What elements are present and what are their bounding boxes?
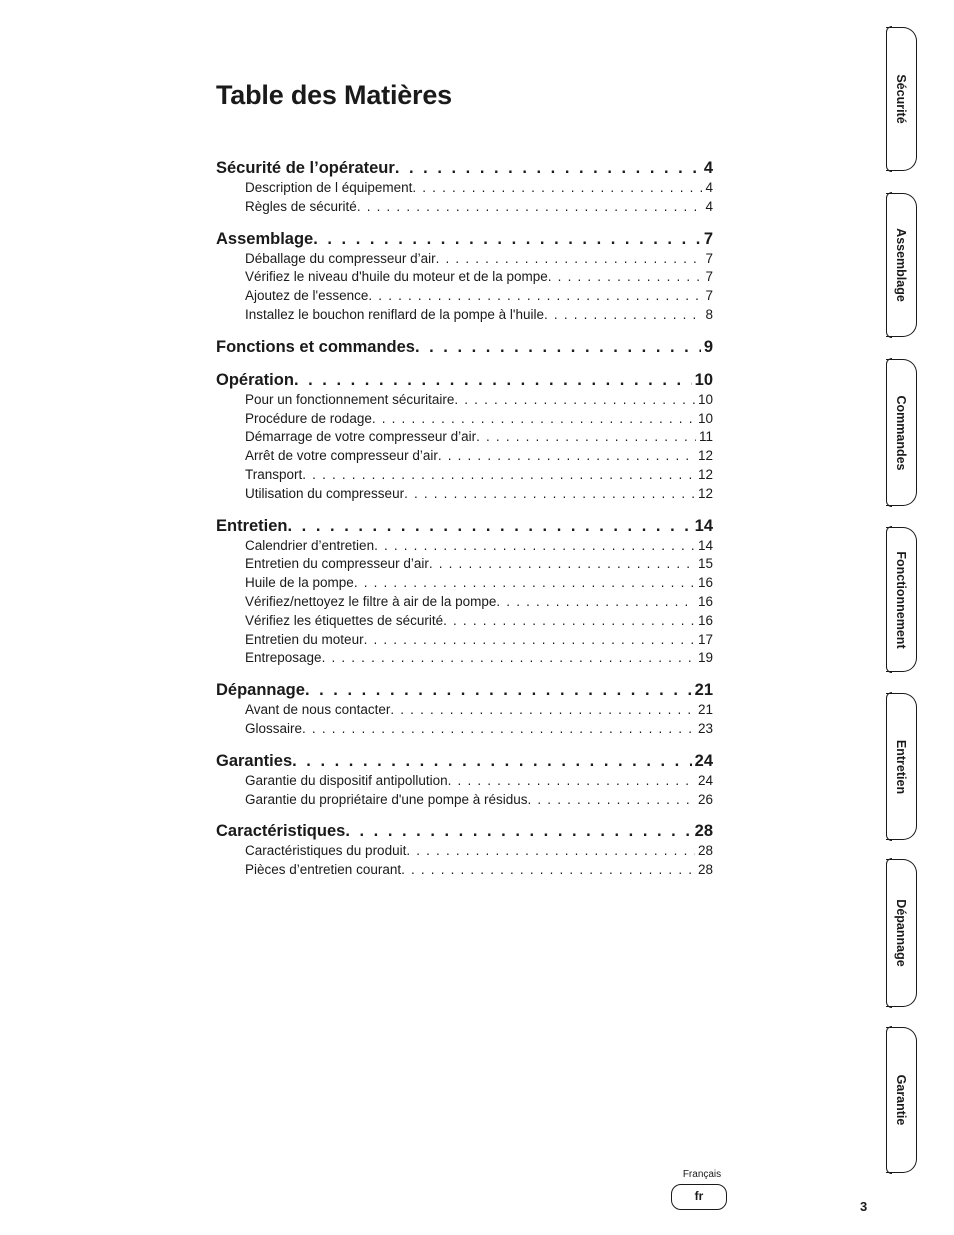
section-tab-label: Assemblage <box>894 228 908 302</box>
toc-entry[interactable] <box>216 466 713 485</box>
toc-section-title: Opération <box>216 370 294 389</box>
section-tab[interactable] <box>886 27 917 171</box>
toc-leader-dots <box>364 631 695 650</box>
toc-entry-label: Arrêt de votre compresseur d’air <box>245 448 438 464</box>
toc-entry-page: 11 <box>698 429 713 445</box>
toc-entry[interactable] <box>216 631 713 650</box>
language-label: Français <box>682 1169 722 1180</box>
toc-section-page: 4 <box>703 159 713 177</box>
toc-section <box>216 679 713 739</box>
toc-entry-page: 8 <box>705 306 713 322</box>
toc-entry-page: 16 <box>697 612 713 628</box>
toc-section-title: Caractéristiques <box>216 822 346 841</box>
toc-leader-dots <box>390 701 695 720</box>
toc-entry-label: Avant de nous contacter <box>245 702 391 718</box>
toc-entry-page: 28 <box>697 843 713 859</box>
toc-entry[interactable] <box>216 649 713 668</box>
toc-entry-page: 15 <box>697 556 713 572</box>
toc-section-heading[interactable] <box>216 157 713 179</box>
toc-entry-label: Démarrage de votre compresseur d’air <box>245 429 477 445</box>
toc-leader-dots <box>313 228 701 250</box>
toc-section-heading[interactable] <box>216 228 713 250</box>
toc-section-heading[interactable] <box>216 820 713 842</box>
toc-entry-page: 21 <box>697 702 713 718</box>
toc-section <box>216 750 713 810</box>
toc-entry-label: Huile de la pompe <box>245 575 354 591</box>
toc-entry-page: 17 <box>697 631 713 647</box>
toc-entry-page: 16 <box>697 575 713 591</box>
toc-entry[interactable] <box>216 555 713 574</box>
toc-entry-label: Glossaire <box>245 720 303 736</box>
toc-section-title: Dépannage <box>216 681 305 700</box>
toc-entry-label: Garantie du dispositif antipollution <box>245 772 448 788</box>
section-tab[interactable] <box>886 693 917 840</box>
page-number: 3 <box>860 1199 868 1214</box>
toc-entry-label: Vérifiez les étiquettes de sécurité <box>245 612 444 628</box>
toc-entry[interactable] <box>216 772 713 791</box>
toc-leader-dots <box>372 410 695 429</box>
toc-leader-dots <box>404 485 695 504</box>
toc-section-page: 7 <box>703 229 713 248</box>
toc-entry-label: Garantie du propriétaire d'une pompe à résidus <box>245 791 528 807</box>
toc-entry-page: 26 <box>697 791 713 807</box>
toc-leader-dots <box>496 593 695 612</box>
toc-entry-label: Ajoutez de l'essence <box>245 288 369 304</box>
section-tab[interactable] <box>886 1027 917 1173</box>
toc-leader-dots <box>305 679 692 701</box>
toc-leader-dots <box>395 157 701 179</box>
toc-leader-dots <box>322 649 695 668</box>
toc-entry-page: 4 <box>705 180 713 195</box>
toc-entry[interactable] <box>216 198 713 217</box>
toc-leader-dots <box>368 287 702 306</box>
section-tab-label: Entretien <box>894 739 908 794</box>
toc-entry[interactable] <box>216 179 713 198</box>
toc-leader-dots <box>302 720 695 739</box>
toc-leader-dots <box>412 179 702 198</box>
toc-entry-page: 14 <box>697 537 713 553</box>
toc-leader-dots <box>544 306 702 325</box>
toc-section-page: 24 <box>694 751 713 770</box>
toc-leader-dots <box>345 820 691 842</box>
toc-entry-page: 24 <box>697 772 713 788</box>
toc-entry[interactable] <box>216 410 713 429</box>
toc-section-heading[interactable] <box>216 679 713 701</box>
toc-section-title: Garanties <box>216 751 293 770</box>
toc-entry-label: Procédure de rodage <box>245 410 372 426</box>
toc-entry-label: Déballage du compresseur d’air <box>245 250 436 266</box>
toc-entry-page: 7 <box>705 288 713 304</box>
toc-entry-page: 19 <box>697 650 713 666</box>
section-tab-label: Sécurité <box>894 74 908 124</box>
toc-entry-page: 23 <box>697 720 713 736</box>
toc-entry[interactable] <box>216 574 713 593</box>
toc-leader-dots <box>429 555 695 574</box>
table-of-contents <box>216 157 713 880</box>
toc-entry[interactable] <box>216 485 713 504</box>
toc-section-page: 10 <box>694 370 713 389</box>
toc-section-heading[interactable] <box>216 336 713 358</box>
toc-leader-dots <box>374 537 695 556</box>
toc-entry-label: Transport <box>245 466 303 482</box>
toc-leader-dots <box>436 250 703 269</box>
toc-section-page: 21 <box>694 681 713 700</box>
toc-entry-label: Vérifiez/nettoyez le filtre à air de la pompe <box>245 593 497 609</box>
toc-section-title: Entretien <box>216 516 288 535</box>
toc-entry[interactable] <box>216 842 713 861</box>
toc-entry-page: 12 <box>697 448 713 464</box>
toc-entry-label: Règles de sécurité <box>245 198 357 214</box>
toc-leader-dots <box>401 861 695 880</box>
section-tab-label: Commandes <box>894 394 908 471</box>
toc-leader-dots <box>528 791 695 810</box>
toc-entry[interactable] <box>216 701 713 720</box>
toc-entry[interactable] <box>216 593 713 612</box>
toc-section-page: 28 <box>694 822 713 841</box>
toc-section-title: Sécurité de l’opérateur <box>216 159 395 177</box>
toc-leader-dots <box>415 336 701 358</box>
toc-entry-label: Entreposage <box>245 650 322 666</box>
section-tab-label: Dépannage <box>894 899 908 967</box>
toc-leader-dots <box>448 772 695 791</box>
toc-section-page: 14 <box>694 516 713 535</box>
toc-entry-page: 12 <box>697 466 713 482</box>
toc-entry[interactable] <box>216 447 713 466</box>
language-code-badge: fr <box>671 1184 727 1210</box>
toc-entry-label: Description de l équipement <box>245 180 413 195</box>
toc-entry-page: 28 <box>697 862 713 878</box>
toc-entry-label: Installez le bouchon reniflard de la pompe à l'huile <box>245 306 545 322</box>
toc-entry-label: Caractéristiques du produit <box>245 843 407 859</box>
toc-section <box>216 157 713 217</box>
toc-section-page: 9 <box>703 337 713 356</box>
section-tab[interactable] <box>886 859 917 1007</box>
toc-entry[interactable] <box>216 791 713 810</box>
toc-entry-page: 16 <box>697 593 713 609</box>
toc-entry-label: Pour un fonctionnement sécuritaire <box>245 391 455 407</box>
toc-entry-page: 12 <box>697 485 713 501</box>
toc-entry[interactable] <box>216 861 713 880</box>
toc-entry[interactable] <box>216 306 713 325</box>
toc-section-heading[interactable] <box>216 750 713 772</box>
toc-entry-page: 7 <box>705 250 713 266</box>
toc-leader-dots <box>548 268 703 287</box>
page-title: Table des Matières <box>216 80 452 110</box>
toc-section-title: Assemblage <box>216 229 314 248</box>
section-tab[interactable] <box>886 359 917 506</box>
toc-section <box>216 228 713 325</box>
toc-entry[interactable] <box>216 287 713 306</box>
toc-section <box>216 336 713 358</box>
toc-entry[interactable] <box>216 428 713 447</box>
toc-leader-dots <box>294 369 692 391</box>
toc-entry-label: Entretien du compresseur d’air <box>245 556 429 572</box>
toc-leader-dots <box>476 428 696 447</box>
toc-entry-label: Calendrier d’entretien <box>245 537 375 553</box>
toc-entry[interactable] <box>216 250 713 269</box>
toc-leader-dots <box>302 466 695 485</box>
toc-entry[interactable] <box>216 612 713 631</box>
toc-entry[interactable] <box>216 268 713 287</box>
toc-leader-dots <box>438 447 695 466</box>
section-tab[interactable] <box>886 527 917 672</box>
section-tab-label: Fonctionnement <box>894 550 908 649</box>
toc-entry-page: 4 <box>705 198 713 214</box>
toc-entry[interactable] <box>216 720 713 739</box>
toc-leader-dots <box>443 612 695 631</box>
toc-entry-label: Vérifiez le niveau d'huile du moteur et de la pompe <box>245 269 548 285</box>
toc-entry-page: 7 <box>705 269 713 285</box>
section-tab[interactable] <box>886 193 917 337</box>
toc-entry-page: 10 <box>697 391 713 407</box>
toc-entry[interactable] <box>216 391 713 410</box>
toc-section <box>216 820 713 880</box>
toc-leader-dots <box>357 198 703 217</box>
toc-leader-dots <box>292 750 692 772</box>
toc-entry-page: 10 <box>697 410 713 426</box>
toc-leader-dots <box>406 842 695 861</box>
toc-leader-dots <box>288 515 692 537</box>
toc-entry-label: Utilisation du compresseur <box>245 485 405 501</box>
toc-entry-label: Pièces d’entretien courant <box>245 862 402 878</box>
toc-leader-dots <box>354 574 695 593</box>
toc-section-heading[interactable] <box>216 369 713 391</box>
toc-section-title: Fonctions et commandes <box>216 337 415 356</box>
toc-entry[interactable] <box>216 537 713 556</box>
toc-section <box>216 369 713 504</box>
toc-leader-dots <box>454 391 695 410</box>
toc-section <box>216 515 713 669</box>
toc-entry-label: Entretien du moteur <box>245 631 364 647</box>
toc-section-heading[interactable] <box>216 515 713 537</box>
section-tab-label: Garantie <box>894 1074 908 1126</box>
